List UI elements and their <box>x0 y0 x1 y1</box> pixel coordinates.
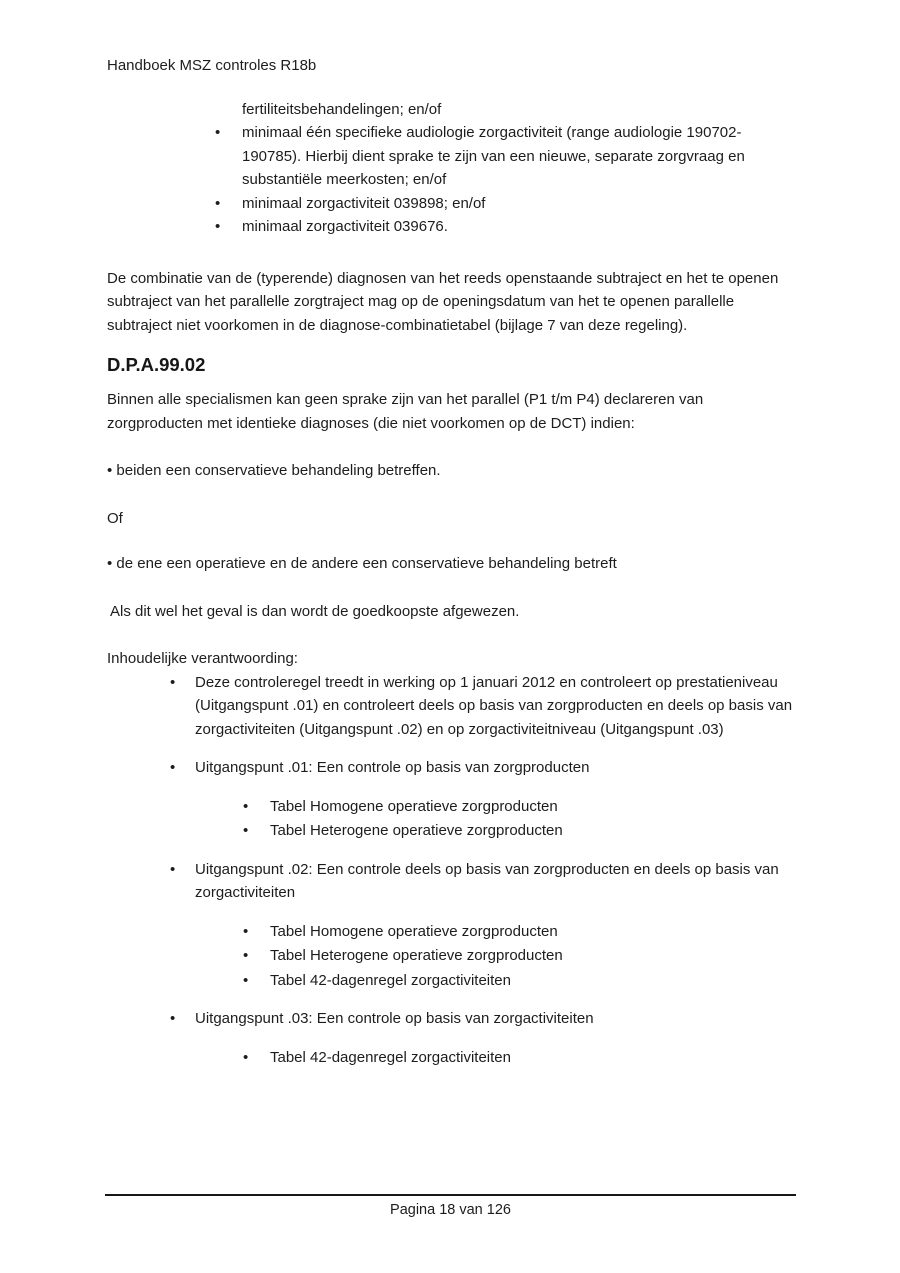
list-item <box>107 671 795 742</box>
list-item <box>107 1046 795 1070</box>
bullet-icon: • <box>243 971 249 989</box>
bullet-icon: • <box>243 822 249 839</box>
bullet-icon: • <box>170 759 176 776</box>
paragraph-section-intro: Binnen alle specialismen kan geen sprake zijn van het parallel (P1 t/m P4) declareren van zorgproducten met identieke diagnoses (die niet voorkomen op de DCT) indien: <box>107 391 704 432</box>
bullet-icon: • <box>243 797 249 815</box>
paragraph-verantwoording-label: Inhoudelijke verantwoording: <box>107 650 298 667</box>
list-item-text: Uitgangspunt .03: Een controle op basis van zorgactiviteiten <box>195 1010 594 1027</box>
list-item <box>107 969 795 993</box>
bullet-icon: • <box>243 1048 249 1066</box>
list-item <box>107 215 795 239</box>
list-item-text: Tabel Homogene operatieve zorgproducten <box>270 922 558 940</box>
list-item <box>107 756 795 780</box>
list-item-text: Tabel 42-dagenregel zorgactiviteiten <box>270 1048 511 1066</box>
list-item-text: Uitgangspunt .02: Een controle deels op basis van zorgproducten en deels op basis van zorgactiviteiten <box>195 860 779 901</box>
list-item <box>107 121 795 192</box>
bullet-icon: • <box>243 922 249 940</box>
list-item <box>107 1007 795 1031</box>
list-item-text: Tabel Heterogene operatieve zorgproducten <box>270 947 563 964</box>
section-heading: D.P.A.99.02 <box>107 354 206 375</box>
list-item-text: Tabel Homogene operatieve zorgproducten <box>270 797 558 815</box>
bullet-icon: • <box>170 860 176 878</box>
paragraph-condition-2: • de ene een operatieve en de andere een conservatieve behandeling betreft <box>107 555 617 572</box>
page-number-label: Pagina 18 van 126 <box>390 1202 511 1218</box>
document-header: Handboek MSZ controles R18b <box>107 57 317 74</box>
intro-bullet-list <box>107 121 795 239</box>
bullet-icon: • <box>215 194 221 212</box>
bullet-icon: • <box>170 1010 176 1027</box>
verantwoording-list <box>107 671 795 1070</box>
list-item-text: minimaal zorgactiviteit 039898; en/of <box>242 194 486 212</box>
list-item-text: Uitgangspunt .01: Een controle op basis van zorgproducten <box>195 759 590 776</box>
list-item-text: Deze controleregel treedt in werking op 1 januari 2012 en controleert op prestatieniveau (Uitgangspunt .01) en controleert deels op basis van zorgproducten en deels op basis van zorgactiviteiten (Uitgangspunt .02) en op zorgactiviteitniveau (Uitgangspunt .03) <box>195 673 793 738</box>
list-item-text: minimaal zorgactiviteit 039676. <box>242 218 448 235</box>
list-continuation-line: fertiliteitsbehandelingen; en/of <box>242 100 442 118</box>
bullet-icon: • <box>215 124 221 141</box>
paragraph-condition-1: • beiden een conservatieve behandeling betreffen. <box>107 462 441 479</box>
bullet-icon: • <box>215 218 221 235</box>
footer-divider <box>105 1194 796 1196</box>
list-item <box>107 920 795 944</box>
document-footer <box>105 1194 796 1223</box>
list-item <box>107 858 795 905</box>
paragraph-combination-rule: De combinatie van de (typerende) diagnosen van het reeds openstaande subtraject en het te openen subtraject van het parallelle zorgtraject mag op de openingsdatum van het te openen parallelle subtraject niet voorkomen in de diagnose-combinatietabel (bijlage 7 van deze regeling). <box>107 269 779 334</box>
list-item <box>107 819 795 843</box>
list-item-text: Tabel Heterogene operatieve zorgproducten <box>270 822 563 839</box>
bullet-icon: • <box>243 947 249 964</box>
list-item <box>107 192 795 216</box>
paragraph-of: Of <box>107 509 123 527</box>
list-item-text: minimaal één specifieke audiologie zorgactiviteit (range audiologie 190702-190785). Hierbij dient sprake te zijn van een nieuwe, separate zorgvraag en substantiële meerkosten; en/of <box>242 124 745 188</box>
bullet-icon: • <box>170 673 176 691</box>
list-item <box>107 795 795 819</box>
list-item-text: Tabel 42-dagenregel zorgactiviteiten <box>270 971 511 989</box>
list-item <box>107 944 795 968</box>
paragraph-consequence: Als dit wel het geval is dan wordt de goedkoopste afgewezen. <box>110 602 520 620</box>
